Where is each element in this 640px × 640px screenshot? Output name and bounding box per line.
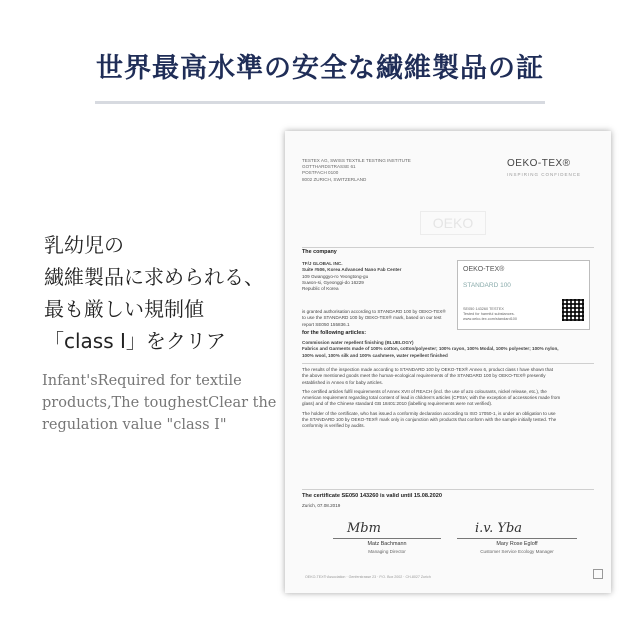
japanese-claim-line: 繊維製品に求められる、 xyxy=(44,265,264,289)
results-line: the STANDARD 100 by OEKO-TEX® mark only in conjunction with products that conform with the sample initially tested. The xyxy=(302,417,557,423)
granted-text xyxy=(302,309,446,328)
oeko-tex-certificate-image xyxy=(285,131,611,593)
articles-heading: for the following articles: xyxy=(302,330,367,336)
oeko-tex-logo: OEKO-TEX® xyxy=(507,158,571,169)
granted-line: to use the STANDARD 100 by OEKO-TEX® mark, based on our test xyxy=(302,315,442,321)
issuer-address-line: 8002 ZURICH, SWITZERLAND xyxy=(302,176,367,182)
section-divider xyxy=(302,247,594,248)
japanese-claim-line: 「class Ⅰ」をクリア xyxy=(44,329,226,353)
signatory-role: Managing Director xyxy=(368,549,406,554)
results-line: The holder of the certificate, who has issued a conformity declaration according to ISO 17050-1, is under an obligation to use xyxy=(302,410,556,416)
results-line: the above mentioned goods meet the human-ecological requirements of the STANDARD 100 by OEKO-TEX® presently xyxy=(302,373,546,379)
section-divider xyxy=(302,363,594,364)
label-standard: STANDARD 100 xyxy=(463,282,511,289)
company-line: Suite #506, Korea Advanced Nano Fab Center xyxy=(302,267,402,273)
signature-line xyxy=(333,538,441,539)
english-claim xyxy=(42,370,292,436)
english-claim-line: products,The toughestClear the xyxy=(42,395,277,411)
results-line: American requirement regarding total content of lead in children's articles (CPSIA; with the exception of accessories made from xyxy=(302,395,561,401)
oeko-tex-tagline: INSPIRING CONFIDENCE xyxy=(507,172,582,177)
label-number-line: SE050 143260 TESTEX xyxy=(463,307,504,311)
japanese-claim xyxy=(44,229,284,357)
page-headline: 世界最高水準の安全な繊維製品の証 xyxy=(96,53,544,84)
japanese-claim-line: 最も厳しい規制値 xyxy=(44,297,204,321)
company-line: TF/J GLOBAL INC. xyxy=(302,261,343,266)
company-line: 109 Gwanggyo-ro Yeongtong-gu xyxy=(302,273,369,279)
section-divider xyxy=(302,489,594,490)
place-date: Zurich, 07.08.2019 xyxy=(302,503,341,508)
articles-line: Fabrics and Garments made of 100% cotton, cotton/polyester; 100% rayon, 100% Modal, 100% polyester; 100% nylon, xyxy=(302,346,559,352)
results-line: glass) and of the Chinese standard GB 18401:2010 (labelling requirements were not verified). xyxy=(302,401,493,407)
label-number-line: www.oeko-tex.com/standard100 xyxy=(463,317,518,321)
qr-stamp-icon xyxy=(593,569,603,579)
label-number-line: Tested for harmful substances. xyxy=(463,312,515,316)
oeko-tex-label xyxy=(457,260,590,330)
articles-line: 100% wool, 100% silk and 100% cashmere, water repellent finished xyxy=(302,352,448,358)
signatory-role: Customer Service Ecology Manager xyxy=(480,549,554,554)
articles-text xyxy=(302,340,559,359)
issuer-address-line: GOTTHARDSTRASSE 61 xyxy=(302,164,356,170)
english-claim-line: Infant'sRequired for textile xyxy=(42,373,242,389)
signature-mark: i.v. Yba xyxy=(475,521,523,536)
certificate-watermark: OEKO xyxy=(420,211,486,235)
granted-line: report SE050 155836.1 xyxy=(302,321,350,327)
company-details xyxy=(302,261,401,292)
signatory-name: Matz Bachmann xyxy=(367,541,407,547)
results-line: conformity is verified by audits. xyxy=(302,423,365,429)
certificate-validity: The certificate SE050 143260 is valid until 15.08.2020 xyxy=(302,493,442,499)
certificate-footer: OEKO-TEX® Association · Genferstrasse 23 · P.O. Box 2002 · CH-8027 Zurich xyxy=(305,575,431,579)
label-number xyxy=(463,307,517,322)
label-brand: OEKO-TEX® xyxy=(463,266,505,273)
english-claim-line: regulation value "class I" xyxy=(42,417,227,433)
results-line: The results of the inspection made according to STANDARD 100 by OEKO-TEX® Annex 6, product class I have shown that xyxy=(302,367,553,372)
results-line: established in Annex 6 for baby articles. xyxy=(302,379,383,385)
company-line: Suwon-si, Gyeonggi-do 16229 xyxy=(302,279,364,285)
granted-line: is granted authorisation according to STANDARD 100 by OEKO-TEX® xyxy=(302,309,446,314)
issuer-address xyxy=(302,158,411,183)
company-heading: The company xyxy=(302,249,337,255)
company-line: Republic of Korea xyxy=(302,286,339,292)
signature-mark: Mbm xyxy=(347,521,381,536)
results-line: The certified articles fulfil requirements of Annex XVII of REACH (incl. the use of azo colourants, nickel release, etc.), the xyxy=(302,388,547,394)
results-text xyxy=(302,367,560,430)
headline-divider xyxy=(95,101,545,104)
qr-code-icon xyxy=(562,299,584,321)
signatory-name: Mary Rose Egloff xyxy=(496,541,538,547)
signature-line xyxy=(457,538,577,539)
japanese-claim-line: 乳幼児の xyxy=(44,233,124,257)
articles-line: Commission water repellent finishing (BLUELOGY) xyxy=(302,340,414,345)
issuer-address-line: POSTFACH 0100 xyxy=(302,170,339,176)
issuer-address-line: TESTEX AG, SWISS TEXTILE TESTING INSTITUTE xyxy=(302,158,411,163)
